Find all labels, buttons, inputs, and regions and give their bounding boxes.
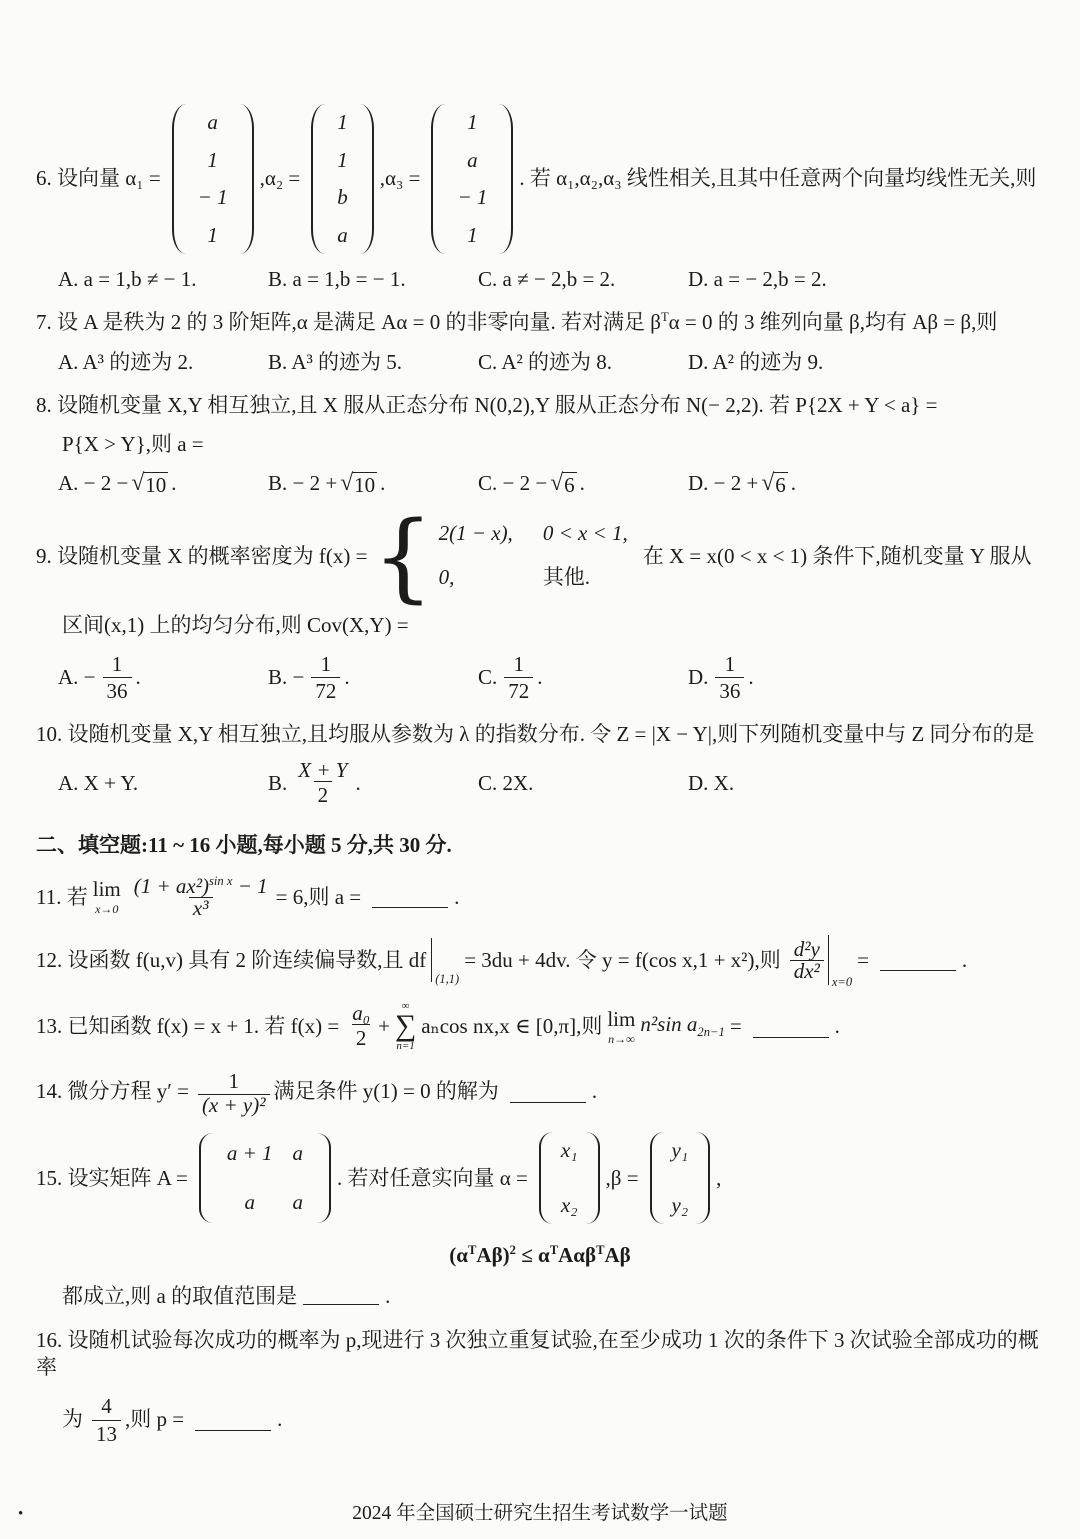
limit-operator [93,879,121,915]
q11-text: 11. 若 [36,884,88,909]
q7-stem [36,309,1044,336]
q15-text3: ,β = [605,1165,639,1190]
q6-stem-text: 6. 设向量 α₁ = [36,166,161,191]
q12-text: 12. 设函数 f(u,v) 具有 2 阶连续偏导数,且 df [36,947,427,972]
section-title: 二、填空题:11 ~ 16 小题,每小题 5 分,共 30 分. [36,833,452,858]
option-period: . [790,471,797,496]
matrix-paren-left [172,104,186,254]
matrix-entry: b [337,185,348,210]
plus-sign: + [378,1014,390,1039]
alpha3-matrix [431,104,513,254]
fraction [348,1000,374,1051]
inequality-segment: Aβ) [476,1243,510,1268]
vector-alpha [539,1132,600,1224]
matrix-entry: 1 [467,222,478,247]
answer-blank [510,1083,586,1103]
q11-period: . [454,884,460,909]
option-a [58,651,268,705]
option-text: A. − 2 − [58,471,129,496]
matrix-paren-left [539,1132,553,1224]
q7-stem-text2: α = 0 的 3 维列向量 β,均有 Aβ = β,则 [668,310,998,335]
alpha1-matrix [172,104,254,254]
option-period: . [380,471,386,496]
q15-text4: 都成立,则 a 的取值范围是 [62,1284,298,1309]
q12-equals: = [857,947,869,972]
answer-blank [753,1018,829,1038]
matrix-entry: 1 [337,110,348,134]
option-text: A. X + Y. [58,771,139,796]
limit-word: lim [607,1006,636,1031]
evaluation-point: x=0 [831,974,853,989]
numerator: X + Y [298,757,348,782]
limit-subscript: n→∞ [608,1031,635,1046]
inequality-segment: Aβ [604,1243,631,1268]
matrix-entry: a [292,1190,304,1215]
option-c [478,266,688,293]
matrix-entry: a [467,147,478,172]
option-b [268,651,478,705]
q9-stem-text2: 在 X = x(0 < x < 1) 条件下,随机变量 Y 服从 [642,544,1032,569]
matrix-entry: a [337,222,348,247]
option-text: D. [688,665,709,690]
piecewise-brace: { [372,500,434,613]
footer-bullet: • [18,1505,24,1522]
limit-word: lim [92,877,121,902]
numerator: 1 [228,1068,239,1093]
page-footer [18,1501,1044,1526]
question-7 [36,309,1044,376]
matrix-paren-right [696,1132,710,1224]
q15-text2: . 若对任意实向量 α = [337,1165,528,1190]
q14-period: . [591,1079,598,1104]
matrix-entry: 1 [337,147,348,172]
sum-lower-limit: n=1 [396,1039,415,1052]
inequality-segment: (α [449,1243,469,1268]
question-15 [36,1132,1044,1311]
evaluation-bar [828,935,853,989]
question-12 [36,935,1044,989]
q6-sep2: ,α₃ = [379,166,421,191]
numerator: d²y [793,936,820,961]
fraction [294,757,351,808]
matrix-entry: 1 [207,222,218,247]
matrix-entry: a + 1 [226,1141,273,1166]
question-10 [36,721,1044,809]
answer-blank [195,1411,271,1431]
piecewise-condition: 其他. [542,564,591,589]
numerator-base: (1 + ax²) [133,874,210,899]
sqrt-sign: √ [761,470,775,497]
summation-operator [395,1001,416,1052]
denominator: 2 [352,1024,371,1051]
q7-options [58,349,1044,376]
expression-subscript: 2n−1 [697,1025,725,1040]
q15-inequality [36,1242,1044,1269]
matrix-paren-right [240,104,254,254]
option-text: C. a ≠ − 2,b = 2. [478,267,616,291]
question-14 [36,1068,1044,1116]
fraction [103,651,132,705]
matrix-paren-left [199,1133,213,1223]
q8-stem-line1: 8. 设随机变量 X,Y 相互独立,且 X 服从正态分布 N(0,2),Y 服从正态分布 N(− 2,2). 若 P{2X + Y < a} = [36,392,938,417]
q12-text2: = 3du + 4dv. 令 y = f(cos x,1 + x²),则 [464,947,781,972]
limit-operator [607,1006,636,1046]
option-c [478,470,688,497]
numerator-exponent: sin x [209,874,233,889]
q6-sep1: ,α₂ = [259,166,301,191]
option-text: A. a = 1,b ≠ − 1. [58,267,197,291]
q13-text: 13. 已知函数 f(x) = x + 1. 若 f(x) = [36,1014,340,1039]
answer-blank [303,1285,379,1305]
denominator: 72 [311,677,340,704]
question-8 [36,392,1044,498]
denominator: (x + y)² [198,1094,270,1116]
numerator: 1 [724,652,736,677]
sigma-sign: ∑ [394,1009,417,1043]
q6-options [58,266,1044,293]
matrix-entry: 1 [467,110,478,134]
q9-stem-line2: 区间(x,1) 上的均匀分布,则 Cov(X,Y) = [62,612,409,637]
q16-text: 为 [62,1407,83,1432]
sqrt-sign: √ [340,470,354,497]
q13-row [36,1001,1044,1052]
sqrt-argument: 6 [564,473,575,498]
transpose-superscript: T [549,1243,559,1258]
matrix-paren-right [586,1132,600,1224]
q13-period: . [834,1014,840,1039]
option-b [268,349,478,376]
option-text: B. A³ 的迹为 5. [268,349,403,374]
option-a [58,266,268,293]
q14-text: 14. 微分方程 y′ = [36,1079,189,1104]
denominator: 36 [103,677,132,704]
sum-upper-limit: ∞ [401,1000,410,1013]
option-d [688,651,757,705]
transpose-superscript: T [660,310,669,325]
piecewise-cases [438,520,628,591]
matrix-entry: 1 [207,147,218,172]
option-d [688,470,799,497]
numerator [130,875,272,897]
q10-options [58,757,1044,808]
option-text: B. − [268,665,305,690]
sqrt-sign: √ [550,470,564,497]
evaluation-point: (1,1) [435,971,460,986]
q12-row [36,935,1044,989]
q9-stem-text: 9. 设随机变量 X 的概率密度为 f(x) = [36,544,368,569]
q9-options [58,651,1044,705]
numerator: 1 [320,652,332,677]
derivative-fraction [790,936,824,983]
matrix-paren-left [431,104,445,254]
q8-options [58,470,1044,497]
q15-conclusion [62,1283,1044,1310]
limit-subscript: x→0 [95,902,119,917]
inequality-segment: ≤ α [515,1243,550,1268]
q10-stem: 10. 设随机变量 X,Y 相互独立,且均服从参数为 λ 的指数分布. 令 Z = |X − Y|,则下列随机变量中与 Z 同分布的是 [36,721,1035,746]
sqrt-expression [761,472,787,496]
option-period: . [344,665,350,690]
option-d [688,266,830,293]
matrix-entry: − 1 [457,185,488,210]
option-text: A. A³ 的迹为 2. [58,349,194,374]
alpha2-matrix [311,104,374,254]
option-b [268,266,478,293]
option-a [58,770,268,797]
vector-entry: x₁ [560,1138,578,1163]
q15-comma: , [716,1165,722,1190]
option-period: . [135,665,141,690]
q15-text: 15. 设实矩阵 A = [36,1165,188,1190]
q11-text2: = 6,则 a = [275,884,362,909]
fraction [504,651,533,705]
option-period: . [537,665,543,690]
denominator: 2 [314,781,333,808]
denominator: 36 [715,677,744,704]
option-text: C. A² 的迹为 8. [478,349,613,374]
sqrt-expression [550,472,576,496]
matrix-paren-right [317,1133,331,1223]
q16-row2 [62,1393,1044,1447]
denominator: 72 [504,677,533,704]
option-text: D. A² 的迹为 9. [688,349,824,374]
option-text: D. a = − 2,b = 2. [688,267,827,291]
denominator: 13 [92,1420,121,1447]
expression-base: n²sin a [640,1012,698,1037]
fraction [715,651,744,705]
option-b [268,757,478,808]
q8-stem-line2: P{X > Y},则 a = [62,432,204,457]
question-11 [36,875,1044,919]
option-text: C. − 2 − [478,471,548,496]
matrix-entry: − 1 [197,185,228,210]
q12-period: . [961,947,968,972]
option-period: . [579,471,585,496]
option-period: . [171,471,177,496]
piecewise-condition: 0 < x < 1, [542,520,628,545]
section-2-header [36,832,1044,859]
matrix-paren-left [650,1132,664,1224]
option-c [478,651,688,705]
option-period: . [355,771,361,796]
denominator: x³ [189,897,213,919]
footer-title: 2024 年全国硕士研究生招生考试数学一试题 [352,1502,728,1524]
inequality-segment: Aαβ [558,1243,597,1268]
sqrt-argument: 6 [775,473,786,498]
option-d [688,349,826,376]
question-9 [36,500,1044,705]
option-period: . [748,665,754,690]
sqrt-expression [131,472,168,496]
sqrt-sign: √ [131,470,145,497]
matrix-paren-left [311,104,325,254]
sqrt-expression [340,472,377,496]
sqrt-argument: 10 [354,473,376,498]
vector-entry: x₂ [560,1193,578,1218]
q16-period: . [277,1407,283,1432]
evaluation-bar [431,938,460,986]
fraction [130,875,272,919]
q16-text2: ,则 p = [125,1407,185,1432]
q6-stem-text2: . 若 α₁,α₂,α₃ 线性相关,且其中任意两个向量均线性无关,则 [519,166,1037,191]
option-text: A. − [58,665,96,690]
square-superscript: 2 [509,1243,516,1258]
fraction [92,1393,121,1447]
q14-text2: 满足条件 y(1) = 0 的解为 [273,1079,499,1104]
option-a [58,470,268,497]
answer-blank [880,951,956,971]
numerator: 1 [513,652,525,677]
q7-stem-text: 7. 设 A 是秩为 2 的 3 阶矩阵,α 是满足 Aα = 0 的非零向量. 若对满足 β [36,310,661,335]
fraction [198,1068,270,1116]
numerator: 4 [101,1394,112,1419]
transpose-superscript: T [596,1243,605,1258]
answer-blank [372,888,448,908]
option-c [478,349,688,376]
option-text: C. [478,665,498,690]
matrix-entry: a [244,1190,255,1215]
option-a [58,349,268,376]
denominator: dx² [790,960,824,982]
sqrt-argument: 10 [145,473,167,498]
q15-row [36,1132,1044,1224]
q6-stem-row [36,104,1044,254]
option-b [268,470,478,497]
option-text: B. [268,771,288,796]
question-6 [36,104,1044,293]
q11-row [36,875,1044,919]
q14-row [36,1068,1044,1116]
numerator: 1 [111,652,123,677]
question-16 [36,1327,1044,1447]
question-13 [36,1001,1044,1052]
option-text: C. 2X. [478,771,534,796]
option-text: D. X. [688,771,735,796]
option-text: B. − 2 + [268,471,338,496]
q15-period: . [385,1284,391,1309]
transpose-superscript: T [468,1243,477,1258]
q13-equals: = [729,1014,742,1039]
piecewise-expression: 0, [438,564,455,589]
option-d [688,770,737,797]
q13-expression [640,1014,724,1039]
numerator: a₀ [352,1000,371,1025]
option-text: B. a = 1,b = − 1. [268,267,406,291]
piecewise-expression: 2(1 − x), [438,520,513,545]
matrix-A [199,1133,331,1223]
q13-text2: aₙcos nx,x ∈ [0,π],则 [421,1014,603,1039]
matrix-entry: a [292,1141,304,1166]
q9-stem-row [36,500,1044,613]
matrix-entry: a [207,110,218,134]
numerator-tail: − 1 [237,874,268,899]
matrix-paren-right [499,104,513,254]
vector-entry: y₁ [671,1138,689,1163]
vector-beta [650,1132,711,1224]
matrix-paren-right [360,104,374,254]
option-text: D. − 2 + [688,471,759,496]
vector-entry: y₂ [671,1193,689,1218]
fraction [311,651,340,705]
option-c [478,770,688,797]
q16-stem-line1: 16. 设随机试验每次成功的概率为 p,现进行 3 次独立重复试验,在至少成功 1 次的条件下 3 次试验全部成功的概率 [36,1327,1039,1380]
